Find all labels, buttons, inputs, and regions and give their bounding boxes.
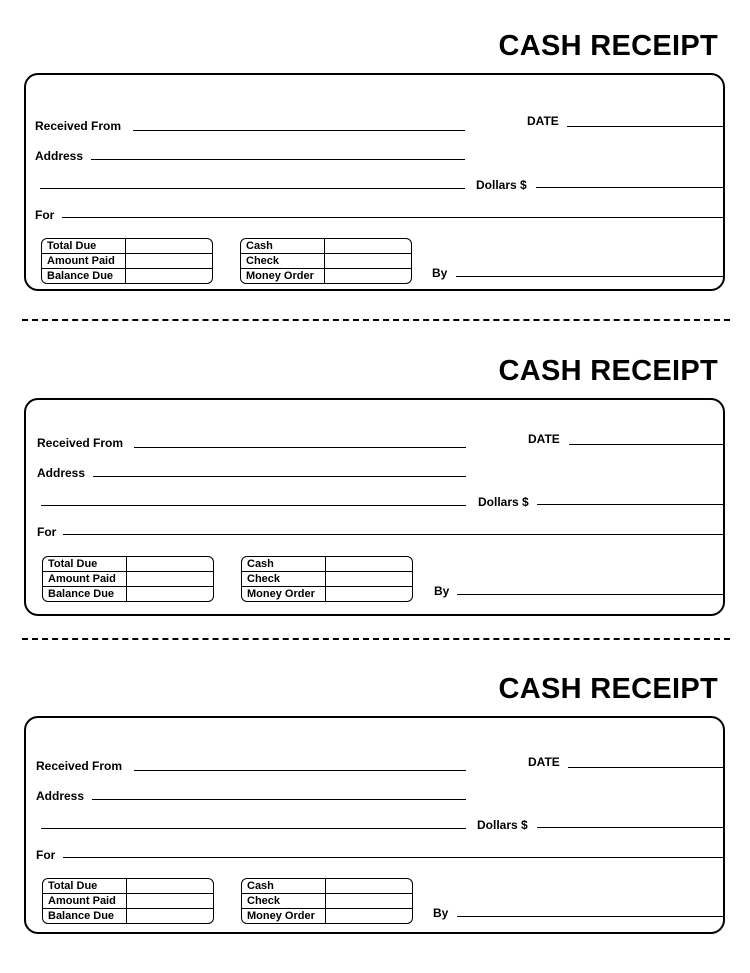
- money-order-label: Money Order: [247, 587, 315, 600]
- balance-due-field[interactable]: [127, 909, 214, 924]
- receipt-2: [0, 355, 750, 655]
- for-line[interactable]: [63, 857, 725, 858]
- receipt-title: CASH RECEIPT: [498, 673, 718, 705]
- for-label: For: [37, 525, 57, 539]
- date-label: DATE: [528, 755, 560, 769]
- payment-method-table: [241, 556, 413, 602]
- total-due-label: Total Due: [43, 879, 127, 894]
- for-label: For: [36, 848, 56, 862]
- receipt-title: CASH RECEIPT: [498, 355, 718, 387]
- money-order-label: Money Order: [246, 269, 314, 282]
- balance-due-field[interactable]: [127, 587, 214, 602]
- amount-table: [41, 238, 213, 284]
- cash-field[interactable]: [326, 557, 413, 572]
- cut-line-separator: [22, 638, 730, 640]
- amount-words-line[interactable]: [40, 188, 465, 189]
- total-due-label: Total Due: [43, 557, 127, 572]
- amount-table: [42, 556, 214, 602]
- dollars-line[interactable]: [536, 187, 725, 188]
- dollars-label: Dollars $: [478, 495, 529, 509]
- address-label: Address: [36, 789, 85, 803]
- received-from-label: Received From: [35, 119, 122, 133]
- dollars-line[interactable]: [537, 827, 725, 828]
- amount-paid-label: Amount Paid: [42, 254, 126, 269]
- received-from-line[interactable]: [133, 130, 465, 131]
- dollars-label: Dollars $: [477, 818, 528, 832]
- receipt-3: [0, 673, 750, 973]
- amount-words-line[interactable]: [41, 828, 466, 829]
- cash-label: Cash: [242, 557, 326, 572]
- by-line[interactable]: [457, 594, 725, 595]
- by-label: By: [433, 906, 449, 920]
- money-order-label: Money Order: [247, 909, 315, 922]
- date-label: DATE: [527, 114, 559, 128]
- date-label: DATE: [528, 432, 560, 446]
- address-line[interactable]: [92, 799, 466, 800]
- by-line[interactable]: [457, 916, 725, 917]
- payment-method-table: [241, 878, 413, 924]
- receipt-title: CASH RECEIPT: [498, 30, 718, 62]
- money-order-field[interactable]: [326, 587, 413, 602]
- amount-paid-field[interactable]: [127, 572, 214, 587]
- for-line[interactable]: [63, 534, 725, 535]
- check-field[interactable]: [326, 572, 413, 587]
- amount-paid-label: Amount Paid: [43, 572, 127, 587]
- balance-due-label: Balance Due: [47, 269, 114, 282]
- for-line[interactable]: [62, 217, 725, 218]
- check-label: Check: [242, 572, 326, 587]
- balance-due-label: Balance Due: [48, 909, 115, 922]
- cash-label: Cash: [241, 239, 325, 254]
- date-line[interactable]: [567, 126, 725, 127]
- money-order-field[interactable]: [326, 909, 413, 924]
- received-from-line[interactable]: [134, 447, 466, 448]
- check-field[interactable]: [325, 254, 412, 269]
- total-due-label: Total Due: [42, 239, 126, 254]
- total-due-field[interactable]: [127, 879, 214, 894]
- received-from-label: Received From: [36, 759, 123, 773]
- check-field[interactable]: [326, 894, 413, 909]
- cash-field[interactable]: [326, 879, 413, 894]
- dollars-label: Dollars $: [476, 178, 527, 192]
- cash-label: Cash: [242, 879, 326, 894]
- for-label: For: [35, 208, 55, 222]
- amount-paid-field[interactable]: [127, 894, 214, 909]
- cut-line-separator: [22, 319, 730, 321]
- address-label: Address: [37, 466, 86, 480]
- receipt-1: [0, 30, 750, 330]
- payment-method-table: [240, 238, 412, 284]
- date-line[interactable]: [569, 444, 725, 445]
- total-due-field[interactable]: [126, 239, 213, 254]
- check-label: Check: [241, 254, 325, 269]
- date-line[interactable]: [568, 767, 725, 768]
- cash-field[interactable]: [325, 239, 412, 254]
- address-line[interactable]: [91, 159, 465, 160]
- by-label: By: [432, 266, 448, 280]
- balance-due-label: Balance Due: [48, 587, 115, 600]
- received-from-line[interactable]: [134, 770, 466, 771]
- amount-table: [42, 878, 214, 924]
- received-from-label: Received From: [37, 436, 124, 450]
- check-label: Check: [242, 894, 326, 909]
- address-line[interactable]: [93, 476, 466, 477]
- by-label: By: [434, 584, 450, 598]
- amount-words-line[interactable]: [41, 505, 466, 506]
- balance-due-field[interactable]: [126, 269, 213, 284]
- money-order-field[interactable]: [325, 269, 412, 284]
- amount-paid-field[interactable]: [126, 254, 213, 269]
- amount-paid-label: Amount Paid: [43, 894, 127, 909]
- by-line[interactable]: [456, 276, 725, 277]
- total-due-field[interactable]: [127, 557, 214, 572]
- dollars-line[interactable]: [537, 504, 725, 505]
- address-label: Address: [35, 149, 84, 163]
